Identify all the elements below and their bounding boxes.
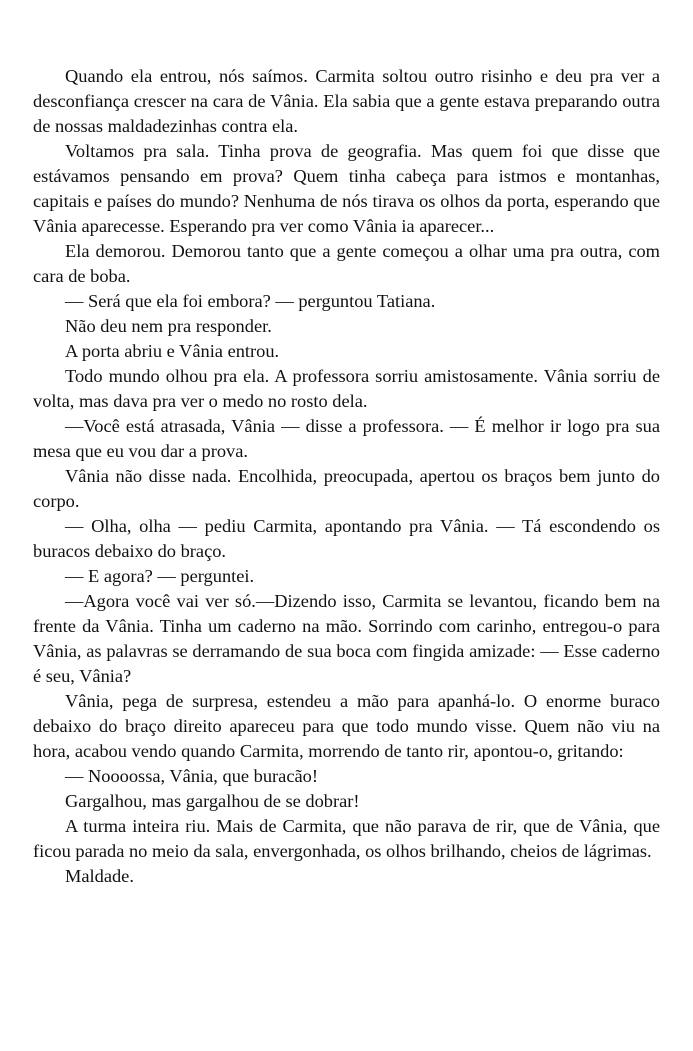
paragraph: Vânia, pega de surpresa, estendeu a mão para apanhá-lo. O enorme buraco debaixo do braço direito apareceu para que todo mundo visse. Quem não viu na hora, acabou vendo quando Carmita, morrendo de tanto rir, apontou-o, gritando: bbox=[33, 691, 660, 761]
paragraph: Maldade. bbox=[65, 866, 134, 886]
paragraph: — Será que ela foi embora? — perguntou Tatiana. bbox=[65, 291, 436, 311]
paragraph: —Agora você vai ver só.—Dizendo isso, Carmita se levantou, ficando bem na frente da Vânia. Tinha um caderno na mão. Sorrindo com carinho, entregou-o para Vânia, as palavras se derramando de sua boca com fingida amizade: — Esse caderno é seu, Vânia? bbox=[33, 591, 660, 686]
paragraph: Vânia não disse nada. Encolhida, preocupada, apertou os braços bem junto do corpo. bbox=[33, 466, 660, 511]
paragraph: — E agora? — perguntei. bbox=[65, 566, 255, 586]
paragraph: Ela demorou. Demorou tanto que a gente começou a olhar uma pra outra, com cara de boba. bbox=[33, 241, 660, 286]
paragraph: Todo mundo olhou pra ela. A professora sorriu amistosamente. Vânia sorriu de volta, mas dava pra ver o medo no rosto dela. bbox=[33, 366, 660, 411]
paragraph: —Você está atrasada, Vânia — disse a professora. — É melhor ir logo pra sua mesa que eu vou dar a prova. bbox=[33, 416, 660, 461]
document-page bbox=[33, 64, 660, 889]
paragraph: A turma inteira riu. Mais de Carmita, que não parava de rir, que de Vânia, que ficou parada no meio da sala, envergonhada, os olhos brilhando, cheios de lágrimas. bbox=[33, 816, 660, 861]
paragraph: Não deu nem pra responder. bbox=[65, 316, 272, 336]
paragraph: A porta abriu e Vânia entrou. bbox=[65, 341, 280, 361]
paragraph: Quando ela entrou, nós saímos. Carmita soltou outro risinho e deu pra ver a desconfiança crescer na cara de Vânia. Ela sabia que a gente estava preparando outra de nossas maldadezinhas contra ela. bbox=[33, 66, 660, 136]
paragraph: Voltamos pra sala. Tinha prova de geografia. Mas quem foi que disse que estávamos pensando em prova? Quem tinha cabeça para istmos e montanhas, capitais e países do mundo? Nenhuma de nós tirava os olhos da porta, esperando que Vânia aparecesse. Esperando pra ver como Vânia ia aparecer... bbox=[33, 141, 660, 236]
paragraph: Gargalhou, mas gargalhou de se dobrar! bbox=[65, 791, 360, 811]
paragraph: — Noooossa, Vânia, que buracão! bbox=[65, 766, 318, 786]
paragraph: — Olha, olha — pediu Carmita, apontando pra Vânia. — Tá escondendo os buracos debaixo do braço. bbox=[33, 516, 660, 561]
